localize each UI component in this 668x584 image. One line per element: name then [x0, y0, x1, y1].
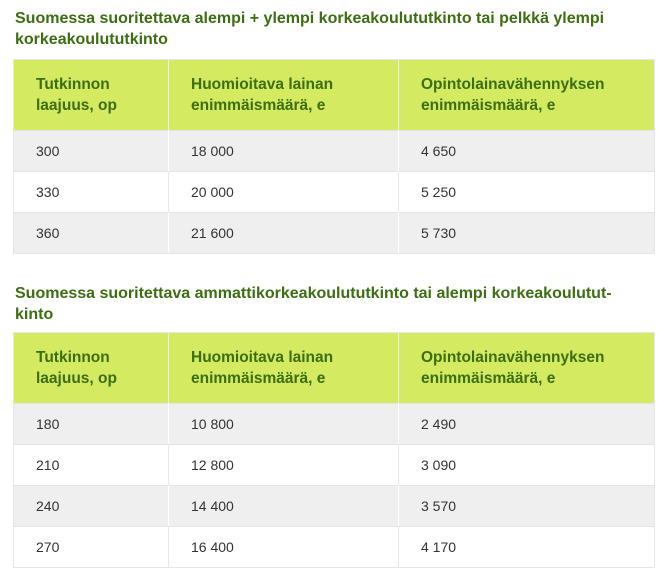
section-title-line: korkeakoulututkinto [15, 31, 168, 48]
header-max-loan [169, 60, 399, 130]
table-row [14, 171, 654, 212]
loan-table-section-2 [14, 283, 654, 567]
cell-max-loan: 16 400 [169, 526, 399, 567]
cell-max-deduction: 3 570 [399, 485, 654, 526]
table-row [14, 444, 654, 485]
cell-degree-scope: 240 [14, 485, 169, 526]
loan-table-section-1 [14, 8, 654, 253]
cell-max-loan: 14 400 [169, 485, 399, 526]
header-line: laajuus, op [36, 370, 117, 387]
header-line: Huomioitava lainan [191, 349, 334, 366]
cell-degree-scope: 300 [14, 130, 169, 171]
cell-degree-scope: 330 [14, 171, 169, 212]
loan-deduction-table [14, 60, 654, 253]
header-line: enimmäismäärä, e [191, 370, 326, 387]
header-max-deduction [399, 333, 654, 403]
cell-degree-scope: 210 [14, 444, 169, 485]
table-header-row [14, 333, 654, 403]
table-header-row [14, 60, 654, 130]
cell-max-loan: 21 600 [169, 212, 399, 253]
header-line: Huomioitava lainan [191, 76, 334, 93]
cell-max-deduction: 4 170 [399, 526, 654, 567]
header-line: Opintolainavähennyksen [421, 349, 605, 366]
loan-deduction-table [14, 333, 654, 567]
header-line: enimmäismäärä, e [191, 97, 326, 114]
header-max-deduction [399, 60, 654, 130]
section-title-line: Suomessa suoritettava ammattikorkeakoulututkinto tai alempi korkeakoulutut- [15, 285, 612, 302]
table-row [14, 403, 654, 444]
header-line: laajuus, op [36, 97, 117, 114]
section-title [14, 8, 654, 52]
cell-max-loan: 12 800 [169, 444, 399, 485]
header-degree-scope [14, 60, 169, 130]
cell-degree-scope: 360 [14, 212, 169, 253]
cell-max-deduction: 3 090 [399, 444, 654, 485]
cell-max-deduction: 2 490 [399, 403, 654, 444]
table-row [14, 130, 654, 171]
header-line: Tutkinnon [36, 76, 110, 93]
header-line: enimmäismäärä, e [421, 97, 556, 114]
cell-max-deduction: 4 650 [399, 130, 654, 171]
section-title [14, 283, 654, 325]
cell-max-deduction: 5 250 [399, 171, 654, 212]
header-line: enimmäismäärä, e [421, 370, 556, 387]
header-line: Tutkinnon [36, 349, 110, 366]
section-title-line: Suomessa suoritettava alempi + ylempi korkeakoulututkinto tai pelkkä ylempi [15, 10, 605, 27]
cell-max-loan: 20 000 [169, 171, 399, 212]
header-degree-scope [14, 333, 169, 403]
table-row [14, 212, 654, 253]
cell-max-loan: 10 800 [169, 403, 399, 444]
section-title-line: kinto [15, 306, 54, 323]
header-max-loan [169, 333, 399, 403]
cell-max-loan: 18 000 [169, 130, 399, 171]
cell-max-deduction: 5 730 [399, 212, 654, 253]
cell-degree-scope: 270 [14, 526, 169, 567]
header-line: Opintolainavähennyksen [421, 76, 605, 93]
table-row [14, 526, 654, 567]
table-row [14, 485, 654, 526]
cell-degree-scope: 180 [14, 403, 169, 444]
